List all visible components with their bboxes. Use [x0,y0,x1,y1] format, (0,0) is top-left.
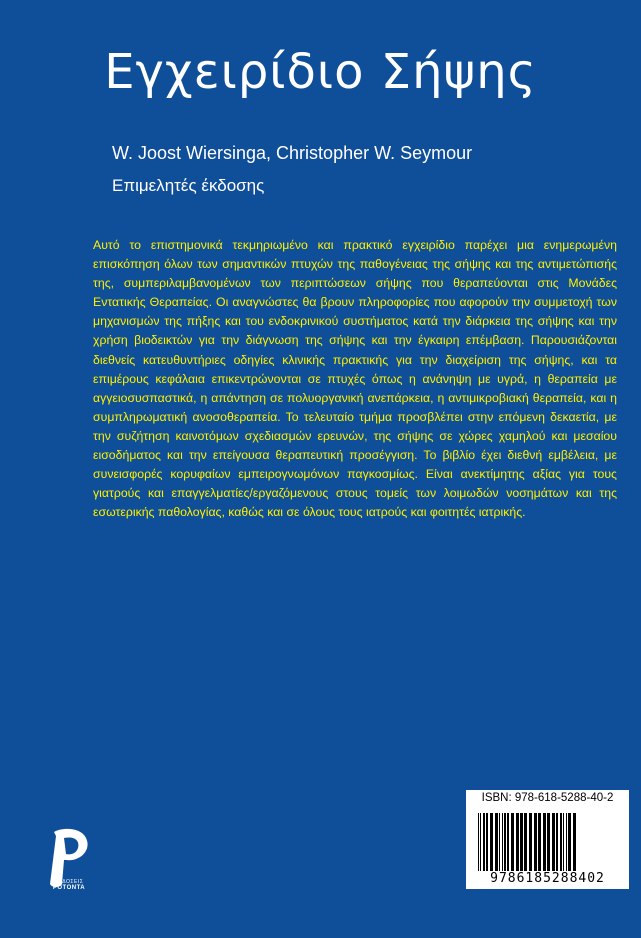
barcode-bar [520,813,523,871]
barcode-bar [556,813,558,871]
barcode-digits: 9786185288402 [490,871,605,886]
barcode-bar [478,813,479,871]
barcode [466,807,629,889]
barcode-bar [516,813,519,871]
barcode-bar [504,813,506,871]
barcode-bar [480,813,481,871]
barcode-bar [499,813,500,871]
book-authors: W. Joost Wiersinga, Christopher W. Seymour [112,143,473,163]
barcode-bar [483,813,485,871]
isbn-label: ISBN: 978-618-5288-40-2 [466,790,629,807]
barcode-bar [502,813,503,871]
barcode-bar [568,813,571,871]
barcode-bar [563,813,564,871]
barcode-bar [547,813,550,871]
barcode-bar [529,813,532,871]
book-title: Εγχειρίδιο Σήψης [104,44,537,100]
barcode-bar [573,813,576,871]
barcode-bar [507,813,509,871]
barcode-bar [566,813,567,871]
barcode-bar [538,813,541,871]
editors-label: Επιμελητές έκδοσης [112,176,265,195]
book-description: Αυτό το επιστημονικά τεκμηριωμένο και πρακτικό εγχειρίδιο παρέχει μια ενημερωμένη επισκόπηση όλων των σημαντικών πτυχών της παθογένειας της σήψης και της αντιμετώπισής της, συμπεριλαμβανομένων των περιπτώσεων σήψης που θεραπεύονται στις Μονάδες Εντατικής Θεραπείας. Οι αναγνώστες θα βρουν πληροφορίες που αφορούν την συμμετοχή των μηχανισμών της πήξης και του ενδοκρινικού συστήματος κατά την διάρκεια της σήψης και την χρήση βιοδεικτών για την διάγνωση της σήψης και την έγκαιρη επέμβαση. Παρουσιάζονται διεθνείς κατευθυντήριες οδηγίες κλινικής πρακτικής για την διαχείριση της σήψης, και τα επιμέρους κεφάλαια επικεντρώνονται σε πτυχές όπως η ανάνηψη με υγρά, η θεραπεία με αγγειοσυσπαστικά, η απάντηση σε πολυοργανική ανεπάρκεια, η αντιμικροβιακή θεραπεία, και η συμπληρωματική ανοσοθεραπεία. Το τελευταίο τμήμα προσβλέπει στην επόμενη δεκαετία, με την συζήτηση καινοτόμων σχεδιασμών ερευνών, της σήψης σε χώρες χαμηλού και μεσαίου εισοδήματος και την επείγουσα θεραπευτική προσέγγιση. Το βιβλίο έχει διεθνή εμβέλεια, με συνεισφορές κορυφαίων εμπειρογνωμόνων παγκοσμίως. Είναι ανεκτίμητης αξίας για τους γιατρούς και επαγγελματίες/εργαζόμενους στους τομείς των λοιμωδών νοσημάτων και της εσωτερικής παθολογίας, καθώς και σε όλους τους ιατρούς και φοιτητές ιατρικής. [93,238,617,520]
barcode-bar [524,813,527,871]
barcode-bar [486,813,488,871]
publisher-line-2: ΡΟΤΟΝΤΑ [52,885,86,891]
barcode-bar [495,813,498,871]
barcode-bar [534,813,537,871]
publisher-name [46,879,92,891]
barcode-bar [490,813,493,871]
publisher-line-1: ΕΚΔΟΣΕΙΣ [54,879,84,885]
barcode-bar [543,813,546,871]
barcode-bars [476,813,619,871]
barcode-bar [552,813,555,871]
barcode-bar [511,813,514,871]
barcode-bar [560,813,562,871]
